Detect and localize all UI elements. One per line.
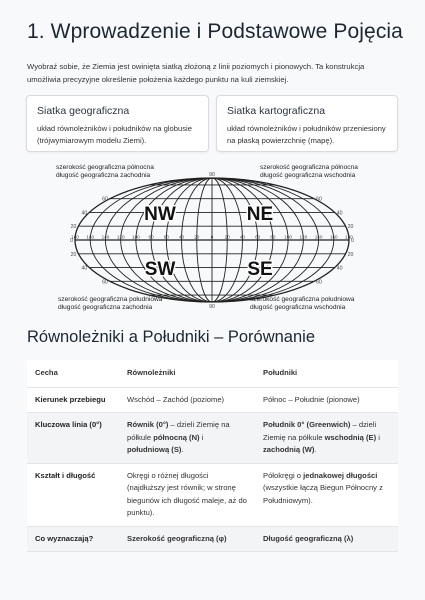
row-parallels: Równik (0°) – dzieli Ziemię na półkule północną (N) i południową (S). — [119, 413, 255, 464]
longitude-label: 60 — [163, 234, 169, 240]
intro-paragraph: Wyobraź sobie, że Ziemia jest owinięta siatką złożoną z linii poziomych i pionowych. Ta konstrukcja umożliwia precyzyjne określenie położenia każdego punktu na kuli ziemskiej. — [27, 62, 365, 84]
table-header-row — [27, 360, 398, 387]
row-feature: Kierunek przebiegu — [27, 387, 119, 413]
longitude-label: 80 — [270, 234, 276, 240]
longitude-label: 160 — [86, 234, 95, 240]
corner-label-bl-2: długość geograficzna zachodnia — [58, 304, 153, 311]
latitude-label: 20 — [70, 224, 77, 231]
section-title: Równoleżniki a Południki – Porównanie — [27, 328, 316, 346]
corner-label-tr-2: długość geograficzna wschodnia — [260, 172, 356, 179]
row-parallels: Szerokość geograficzną (φ) — [119, 526, 255, 552]
latitude-label: 0 — [70, 238, 73, 244]
longitude-label: 80 — [148, 234, 154, 240]
quadrant-ne: NE — [246, 204, 274, 225]
longitude-label: 100 — [132, 234, 140, 240]
latitude-label: 40 — [336, 210, 343, 217]
table-row — [27, 463, 398, 526]
row-feature: Co wyznaczają? — [27, 526, 119, 552]
corner-label-tr-1: szerokość geograficzna północna — [260, 164, 358, 171]
longitude-label: 140 — [314, 234, 323, 240]
row-feature: Kluczowa linia (0°) — [27, 413, 119, 464]
row-feature: Kształt i długość — [27, 463, 119, 526]
card-description: układ równoleżników i południków na globusie (trójwymiarowym modelu Ziemi). — [37, 124, 192, 145]
latitude-label: 0 — [351, 238, 354, 244]
corner-label-br-2: długość geograficzna wschodnia — [250, 304, 346, 311]
longitude-label: 60 — [255, 234, 261, 240]
row-meridians: Północ – Południe (pionowe) — [255, 387, 398, 413]
page-title: 1. Wprowadzenie i Podstawowe Pojęcia — [27, 20, 403, 43]
latitude-label: 60 — [102, 279, 108, 286]
row-meridians: Półokręgi o jednakowej długości (wszystkie łączą Biegun Północny z Południowym). — [255, 463, 398, 526]
latitude-label: 60 — [316, 279, 322, 286]
card-siatka-geograficzna — [26, 95, 209, 152]
header-poludniki: Południki — [255, 360, 398, 387]
quadrant-se: SE — [247, 259, 273, 280]
row-meridians: Długość geograficzną (λ) — [255, 526, 398, 552]
longitude-label: 120 — [299, 234, 308, 240]
table-row — [27, 526, 398, 552]
latitude-label: 20 — [347, 224, 354, 231]
card-siatka-kartograficzna — [216, 95, 398, 152]
corner-label-tl-2: długość geograficzna zachodnia — [56, 172, 151, 179]
longitude-label: 0 — [210, 234, 214, 240]
latitude-label: 40 — [81, 265, 88, 272]
longitude-label: 140 — [101, 234, 110, 240]
longitude-label: 100 — [284, 234, 292, 240]
latitude-label: 60 — [316, 196, 322, 203]
longitude-label: 20 — [194, 234, 200, 240]
latitude-label: 90 — [209, 172, 215, 178]
corner-label-bl-1: szerokość geograficzna południowa — [58, 296, 163, 303]
longitude-label: 40 — [178, 234, 185, 240]
table-row — [27, 387, 398, 413]
card-title: Siatka geograficzna — [37, 105, 130, 117]
latitude-label: 20 — [70, 251, 77, 258]
longitude-label: 180 — [71, 234, 79, 240]
longitude-label: 160 — [329, 234, 338, 240]
longitude-label: 40 — [239, 234, 246, 240]
longitude-label: 180 — [345, 234, 353, 240]
row-meridians: Południk 0° (Greenwich) – dzieli Ziemię na półkule wschodnią (E) i zachodnią (W). — [255, 413, 398, 464]
graticule-grid — [75, 178, 349, 302]
header-rownolezniki: Równoleżniki — [119, 360, 255, 387]
latitude-label: 40 — [81, 210, 88, 217]
graticule-map — [54, 161, 370, 317]
card-title: Siatka kartograficzna — [227, 105, 326, 117]
table-row — [27, 413, 398, 464]
corner-label-tl-1: szerokość geograficzna północna — [56, 164, 154, 171]
longitude-label: 20 — [224, 234, 230, 240]
card-description: układ równoleżników i południków przeniesiony na płaską powierzchnię (mapę). — [227, 124, 386, 145]
latitude-label: 40 — [336, 265, 343, 272]
comparison-table — [27, 360, 398, 552]
row-parallels: Okręgi o różnej długości (najdłuższy jest równik; w stronę biegunów ich długość maleje, aż do punktu). — [119, 463, 255, 526]
latitude-label: 60 — [102, 196, 108, 203]
quadrant-nw: NW — [144, 204, 176, 225]
latitude-label: 90 — [209, 304, 215, 310]
header-cecha: Cecha — [27, 360, 119, 387]
corner-label-br-1: szerokość geograficzna południowa — [250, 296, 355, 303]
row-parallels: Wschód – Zachód (poziome) — [119, 387, 255, 413]
latitude-label: 20 — [347, 251, 354, 258]
longitude-label: 120 — [116, 234, 125, 240]
quadrant-sw: SW — [144, 259, 176, 280]
